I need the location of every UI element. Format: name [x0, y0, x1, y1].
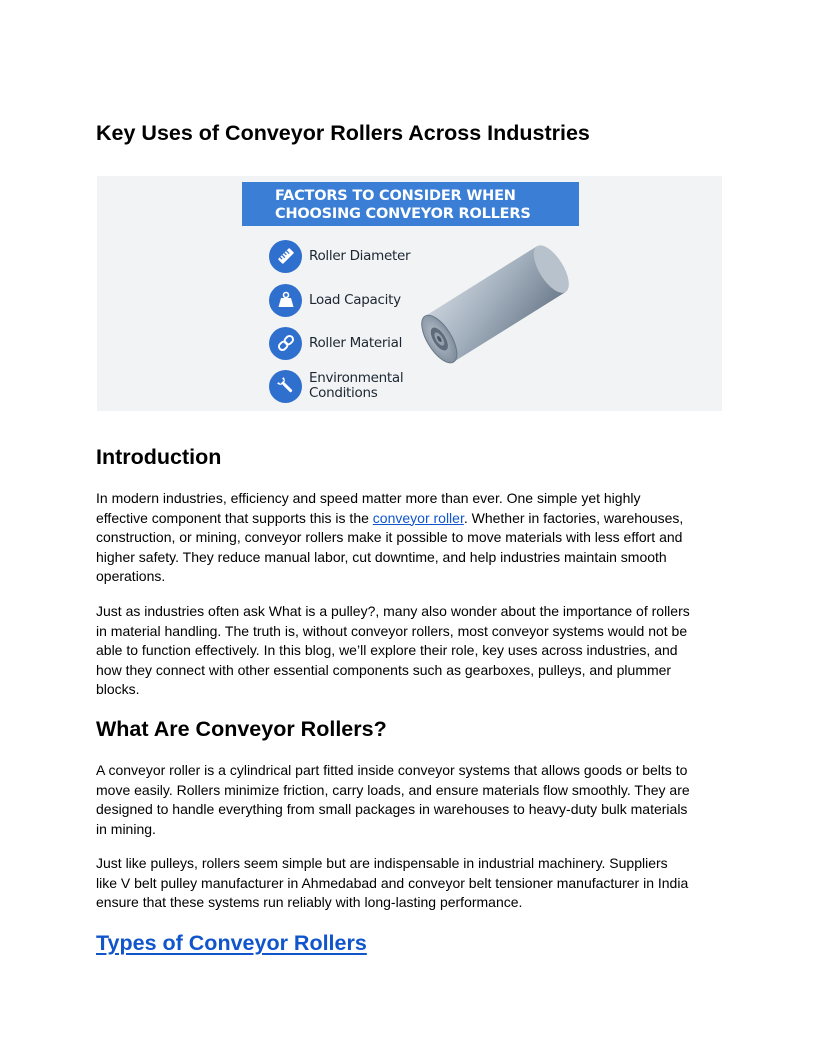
factor-roller-material: [269, 325, 402, 361]
text-line: construction, or mining, conveyor rollers make it possible to move materials with less effort and: [96, 529, 683, 546]
what-are-paragraph-1: [96, 761, 722, 839]
text-line: Just as industries often ask What is a pulley?, many also wonder about the importance of rollers: [96, 603, 690, 619]
text-line: like V belt pulley manufacturer in Ahmedabad and conveyor belt tensioner manufacturer in India: [96, 874, 689, 891]
factor-load-capacity: [269, 282, 401, 318]
text-line: able to function effectively. In this blog, we’ll explore their role, key uses across industries, and: [96, 642, 678, 659]
factor-label: Roller Material: [309, 334, 403, 351]
text-line: operations.: [96, 568, 166, 585]
text-line: blocks.: [96, 681, 140, 698]
text-fragment: . Whether in factories, warehouses,: [463, 509, 684, 526]
text-line: move easily. Rollers minimize friction, carry loads, and ensure materials flow smoothly. They are: [96, 781, 690, 798]
text-line: A conveyor roller is a cylindrical part fitted inside conveyor systems that allows goods or belts to: [96, 762, 688, 778]
banner-header-line-2: CHOOSING CONVEYOR ROLLERS: [275, 206, 531, 222]
wrench-icon: [269, 370, 302, 403]
factor-label: Load Capacity: [309, 291, 401, 308]
weight-icon: [269, 284, 302, 317]
text-line: [96, 509, 722, 529]
factor-roller-diameter: [269, 238, 410, 274]
factor-environmental-conditions: [269, 368, 403, 404]
text-line: Just like pulleys, rollers seem simple but are indispensable in industrial machinery. Suppliers: [96, 855, 668, 871]
factor-label-line-2: Conditions: [309, 385, 378, 401]
banner-header-line-1: FACTORS TO CONSIDER WHEN: [275, 188, 516, 204]
factors-banner-image: [97, 176, 722, 411]
text-line: in mining.: [96, 820, 156, 837]
conveyor-roller-illustration: [407, 238, 587, 368]
text-line: how they connect with other essential components such as gearboxes, pulleys, and plummer: [96, 661, 672, 678]
text-line: in material handling. The truth is, without conveyor rollers, most conveyor systems would not be: [96, 622, 688, 639]
text-line: In modern industries, efficiency and speed matter more than ever. One simple yet highly: [96, 490, 641, 506]
factor-label: Roller Diameter: [309, 247, 411, 264]
text-line: higher safety. They reduce manual labor, cut downtime, and help industries maintain smooth: [96, 548, 667, 565]
heading-what-are-conveyor-rollers: What Are Conveyor Rollers?: [96, 717, 387, 741]
text-fragment: effective component that supports this is the: [96, 509, 373, 526]
what-are-paragraph-2: [96, 854, 722, 913]
conveyor-roller-link[interactable]: conveyor roller: [372, 509, 464, 526]
factor-label-line-1: Environmental: [309, 370, 404, 386]
chain-link-icon: [269, 327, 302, 360]
page-title: Key Uses of Conveyor Rollers Across Industries: [96, 121, 590, 145]
heading-introduction: Introduction: [96, 445, 222, 469]
text-line: designed to handle everything from small packages in warehouses to heavy-duty bulk materials: [96, 801, 688, 818]
heading-types-of-conveyor-rollers-link[interactable]: Types of Conveyor Rollers: [96, 931, 367, 955]
intro-paragraph-1: [96, 489, 722, 587]
text-line: ensure that these systems run reliably with long-lasting performance.: [96, 894, 523, 911]
banner-header: [242, 182, 579, 226]
intro-paragraph-2: [96, 602, 722, 700]
ruler-icon: [269, 240, 302, 273]
